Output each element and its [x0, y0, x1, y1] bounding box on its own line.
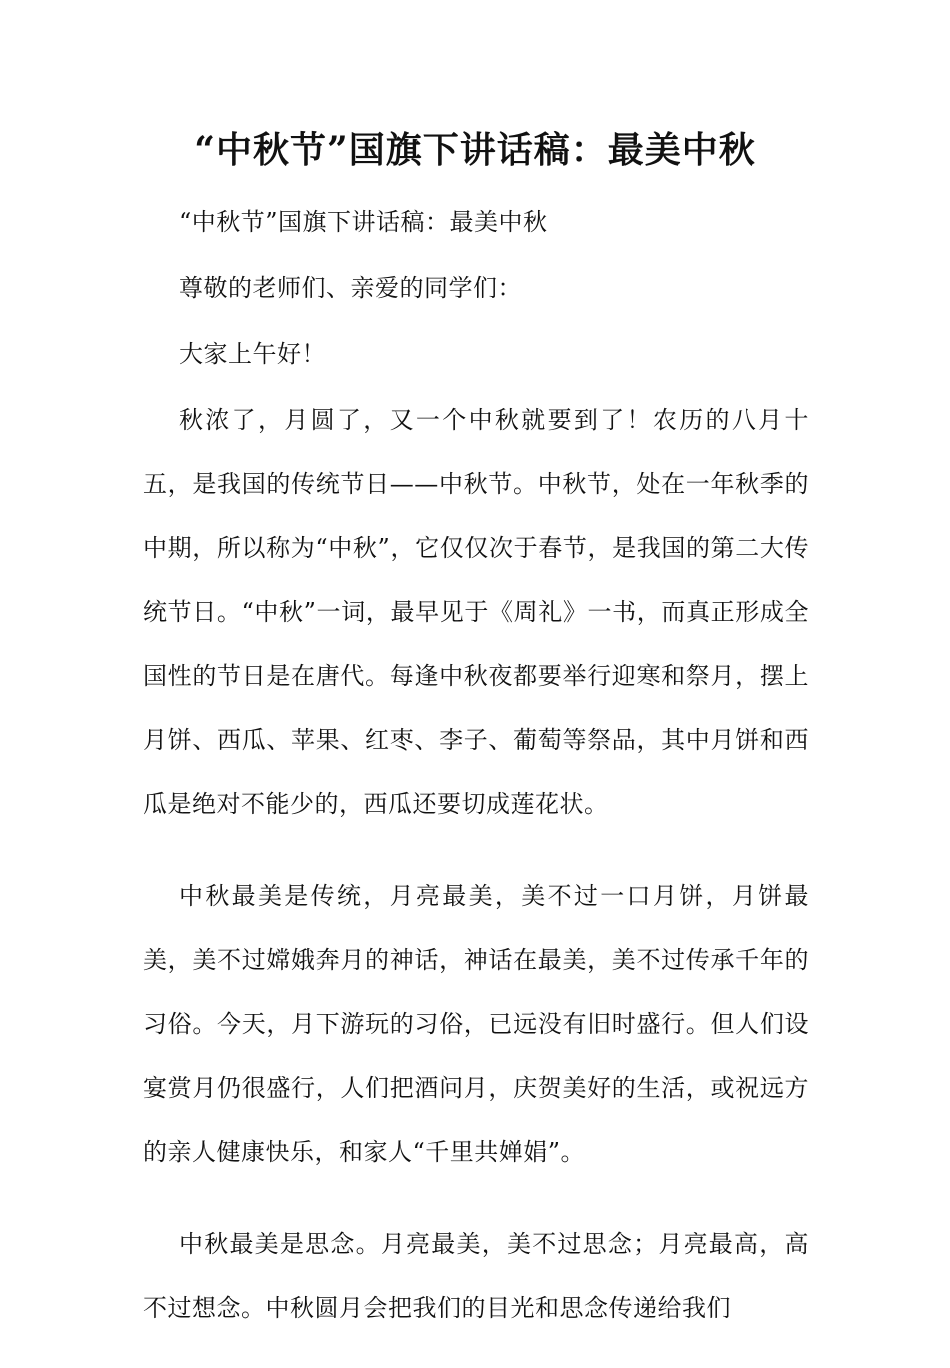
paragraph-greeting: 大家上午好！ — [179, 340, 326, 368]
paragraph-intro: 秋浓了，月圆了，又一个中秋就要到了！农历的八月十五，是我国的传统节日——中秋节。中秋节，处在一年秋季的中期，所以称为“中秋”，它仅仅次于春节，是我国的第二大传统节日。“中秋”一词，最早见于《周礼》一书，而真正形成全国性的节日是在唐代。每逢中秋夜都要举行迎寒和祭月，摆上月饼、西瓜、苹果、红枣、李子、葡萄等祭品，其中月饼和西瓜是绝对不能少的，西瓜还要切成莲花状。 — [143, 406, 809, 818]
paragraph-salutation: 尊敬的老师们、亲爱的同学们： — [179, 274, 522, 302]
paragraph-tradition: 中秋最美是传统，月亮最美，美不过一口月饼，月饼最美，美不过嫦娥奔月的神话，神话在最美，美不过传承千年的习俗。今天，月下游玩的习俗，已远没有旧时盛行。但人们设宴赏月仍很盛行，人们把酒问月，庆贺美好的生活，或祝远方的亲人健康快乐，和家人“千里共婵娟”。 — [143, 882, 809, 1166]
paragraph-longing: 中秋最美是思念。月亮最美，美不过思念；月亮最高，高不过想念。中秋圆月会把我们的目光和思念传递给我们 — [143, 1230, 809, 1322]
paragraph-subtitle: “中秋节”国旗下讲话稿：最美中秋 — [179, 208, 548, 236]
document-body — [143, 190, 809, 1368]
document-title: “中秋节”国旗下讲话稿：最美中秋 — [194, 129, 756, 171]
